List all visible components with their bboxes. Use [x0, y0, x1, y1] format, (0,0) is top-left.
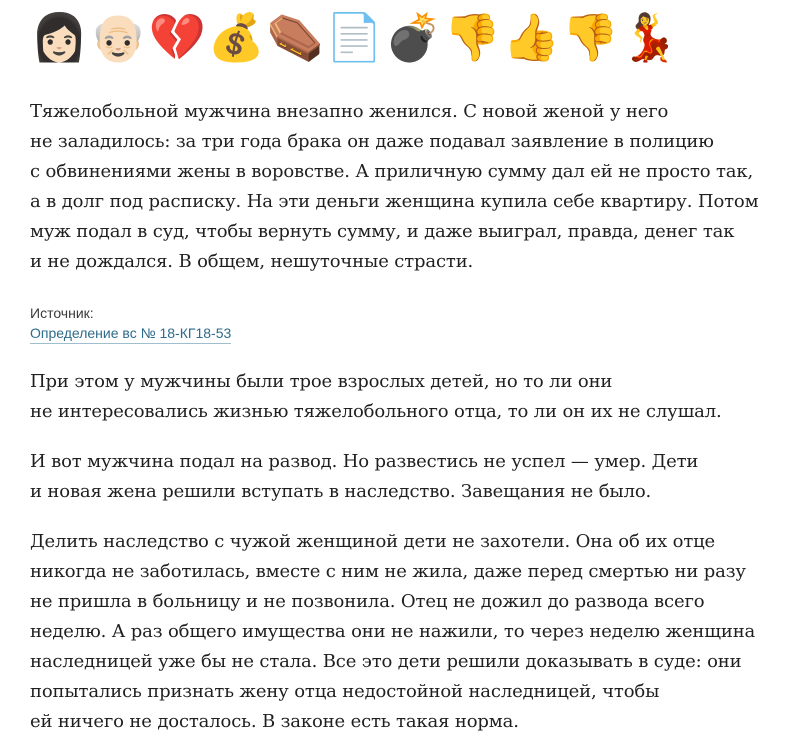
broken-heart-icon: 💔 [148, 12, 207, 63]
source-link[interactable]: Определение вс № 18-КГ18-53 [30, 324, 231, 344]
article [30, 0, 775, 732]
thumbs-up-icon: 👍 [502, 12, 561, 63]
paragraph: При этом у мужчины были трое взрослых детей, но то ли они не интересовались жизнью тяжелобольного отца, то ли он их не слушал. [30, 371, 722, 422]
money-bag-icon: 💰 [207, 12, 266, 63]
woman-icon: 👩🏻 [30, 12, 89, 63]
bomb-icon: 💣 [384, 12, 443, 63]
thumbs-down-icon: 👎 [561, 12, 620, 63]
emoji-row [30, 8, 775, 68]
paragraph: И вот мужчина подал на развод. Но развестись не успел — умер. Дети и новая жена решили вступать в наследство. Завещания не было. [30, 451, 699, 502]
source-label: Источник: [30, 305, 94, 321]
paragraph: Делить наследство с чужой женщиной дети не захотели. Она об их отце никогда не заботилась, вместе с ним не жила, даже перед смертью ни разу не пришла в больницу и не позвонила. Отец не дожил до развода всего неделю. А раз общего имущества они не нажили, то через неделю женщина наследницей уже бы не стала. Все это дети решили доказывать в суде: они попытались признать жену отца недостойной наследницей, чтобы ей ничего не досталось. В законе есть такая норма. [30, 531, 756, 732]
dancer-icon: 💃 [620, 12, 679, 63]
old-man-icon: 👴🏻 [89, 12, 148, 63]
source-block [30, 303, 231, 344]
document-icon: 📄 [325, 12, 384, 63]
paragraph: Тяжелобольной мужчина внезапно женился. С новой женой у него не заладилось: за три года брака он даже подавал заявление в полицию с обвинениями жены в воровстве. А приличную сумму дал ей не просто так, а в долг под расписку. На эти деньги женщина купила себе квартиру. Потом муж подал в суд, чтобы вернуть сумму, и даже выиграл, правда, денег так и не дождался. В общем, нешуточные страсти. [30, 101, 759, 272]
thumbs-down-icon: 👎 [443, 12, 502, 63]
coffin-icon: ⚰️ [266, 12, 325, 63]
